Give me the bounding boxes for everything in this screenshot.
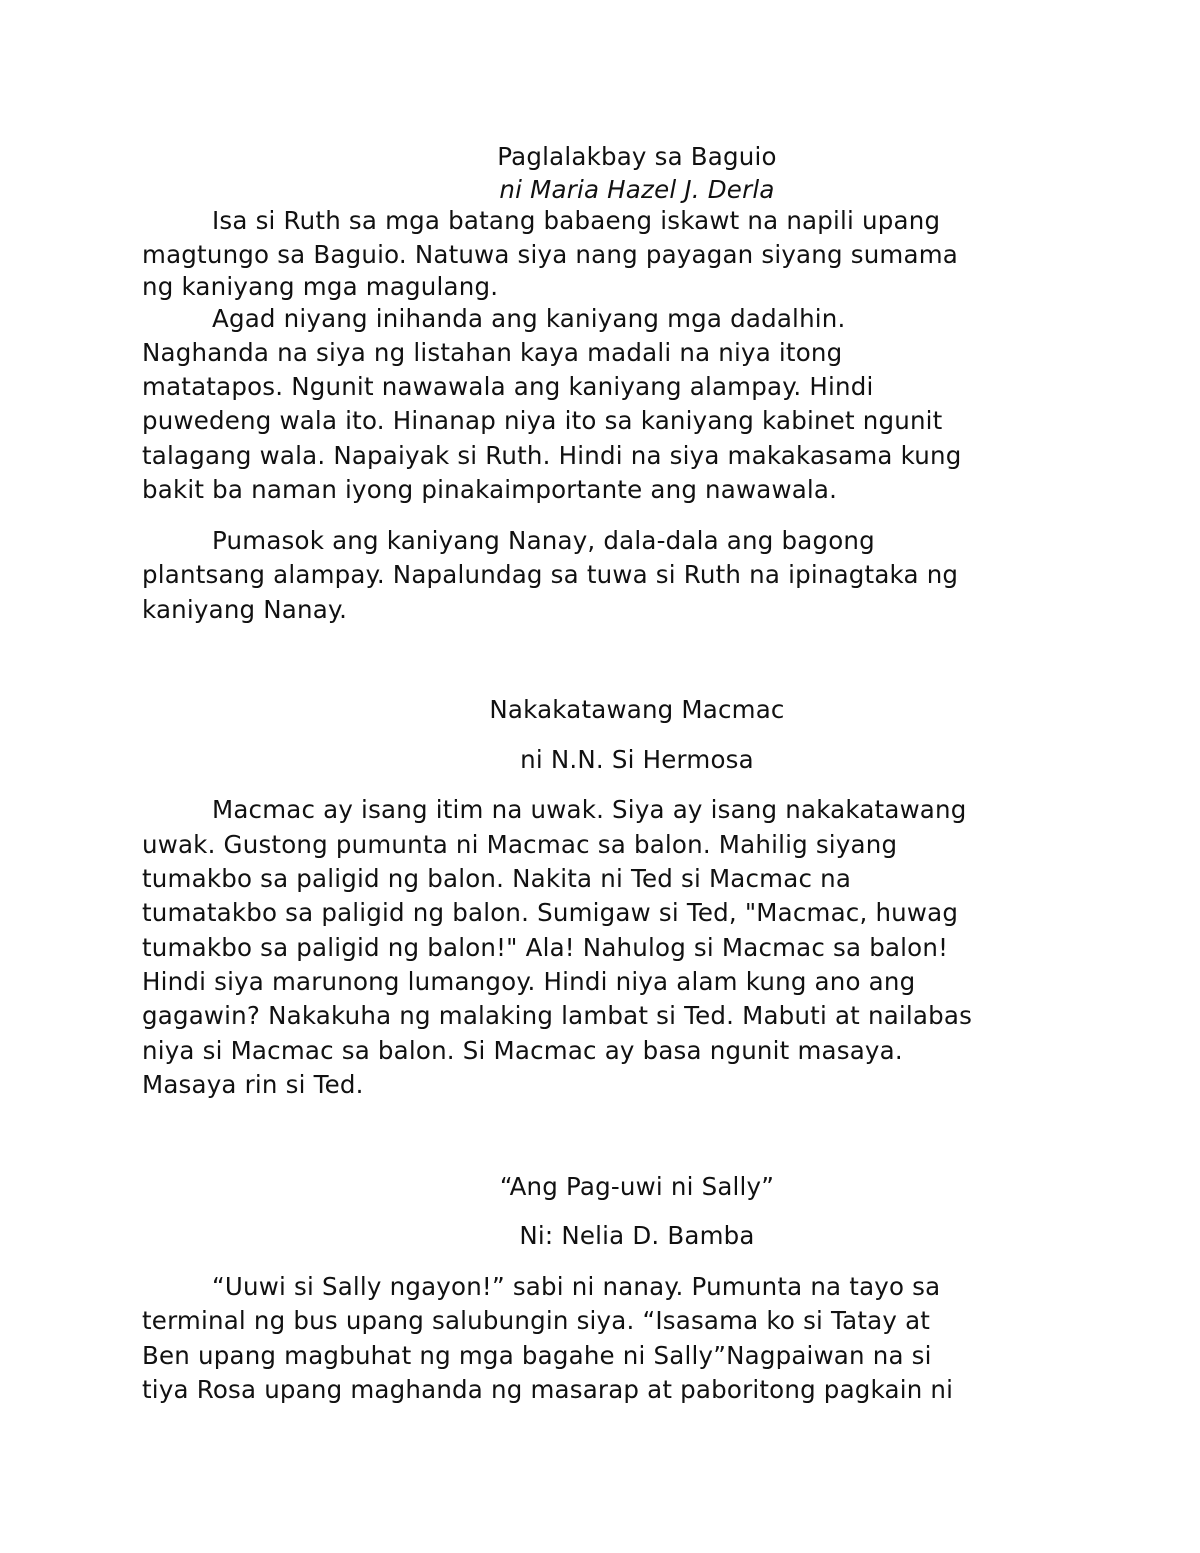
story3-p1-line4: tiya Rosa upang maghanda ng masarap at paboritong pagkain ni bbox=[142, 1375, 954, 1404]
story1-p1-line3: ng kaniyang mga magulang. bbox=[142, 272, 499, 301]
story1-p2-line1: Agad niyang inihanda ang kaniyang mga dadalhin. bbox=[212, 304, 846, 333]
story2-p1-line8: niya si Macmac sa balon. Si Macmac ay basa ngunit masaya. bbox=[142, 1036, 903, 1065]
story3-title: “Ang Pag-uwi ni Sally” bbox=[499, 1172, 775, 1201]
story2-title: Nakakatawang Macmac bbox=[489, 695, 785, 724]
story2-p1-line9: Masaya rin si Ted. bbox=[142, 1070, 364, 1099]
story1-p2-line2: Naghanda na siya ng listahan kaya madali na niya itong bbox=[142, 338, 843, 367]
story1-author: ni Maria Hazel J. Derla bbox=[499, 175, 775, 204]
story2-p1-line4: tumatakbo sa paligid ng balon. Sumigaw si Ted, "Macmac, huwag bbox=[142, 898, 959, 927]
story2-p1-line6: Hindi siya marunong lumangoy. Hindi niya alam kung ano ang bbox=[142, 967, 916, 996]
story1-p3-line3: kaniyang Nanay. bbox=[142, 595, 348, 624]
story2-p1-line7: gagawin? Nakakuha ng malaking lambat si Ted. Mabuti at nailabas bbox=[142, 1001, 973, 1030]
story2-p1-line1: Macmac ay isang itim na uwak. Siya ay isang nakakatawang bbox=[212, 795, 967, 824]
story3-author: Ni: Nelia D. Bamba bbox=[519, 1221, 755, 1250]
story1-p1-line1: Isa si Ruth sa mga batang babaeng iskawt na napili upang bbox=[212, 206, 941, 235]
story3-p1-line2: terminal ng bus upang salubungin siya. “Isasama ko si Tatay at bbox=[142, 1306, 931, 1335]
story1-p2-line5: talagang wala. Napaiyak si Ruth. Hindi na siya makakasama kung bbox=[142, 441, 962, 470]
story2-p1-line5: tumakbo sa paligid ng balon!" Ala! Nahulog si Macmac sa balon! bbox=[142, 933, 949, 962]
story1-p2-line4: puwedeng wala ito. Hinanap niya ito sa kaniyang kabinet ngunit bbox=[142, 406, 943, 435]
story2-author: ni N.N. Si Hermosa bbox=[520, 745, 754, 774]
story1-title: Paglalakbay sa Baguio bbox=[497, 142, 777, 171]
story3-p1-line1: “Uuwi si Sally ngayon!” sabi ni nanay. Pumunta na tayo sa bbox=[212, 1272, 941, 1301]
story2-p1-line2: uwak. Gustong pumunta ni Macmac sa balon. Mahilig siyang bbox=[142, 830, 898, 859]
story1-p1-line2: magtungo sa Baguio. Natuwa siya nang payagan siyang sumama bbox=[142, 240, 958, 269]
story2-p1-line3: tumakbo sa paligid ng balon. Nakita ni Ted si Macmac na bbox=[142, 864, 852, 893]
story1-p3-line1: Pumasok ang kaniyang Nanay, dala-dala ang bagong bbox=[212, 526, 875, 555]
story1-p3-line2: plantsang alampay. Napalundag sa tuwa si Ruth na ipinagtaka ng bbox=[142, 560, 959, 589]
story1-p2-line6: bakit ba naman iyong pinakaimportante ang nawawala. bbox=[142, 475, 838, 504]
story1-p2-line3: matatapos. Ngunit nawawala ang kaniyang alampay. Hindi bbox=[142, 372, 874, 401]
story3-p1-line3: Ben upang magbuhat ng mga bagahe ni Sally”Nagpaiwan na si bbox=[142, 1341, 932, 1370]
